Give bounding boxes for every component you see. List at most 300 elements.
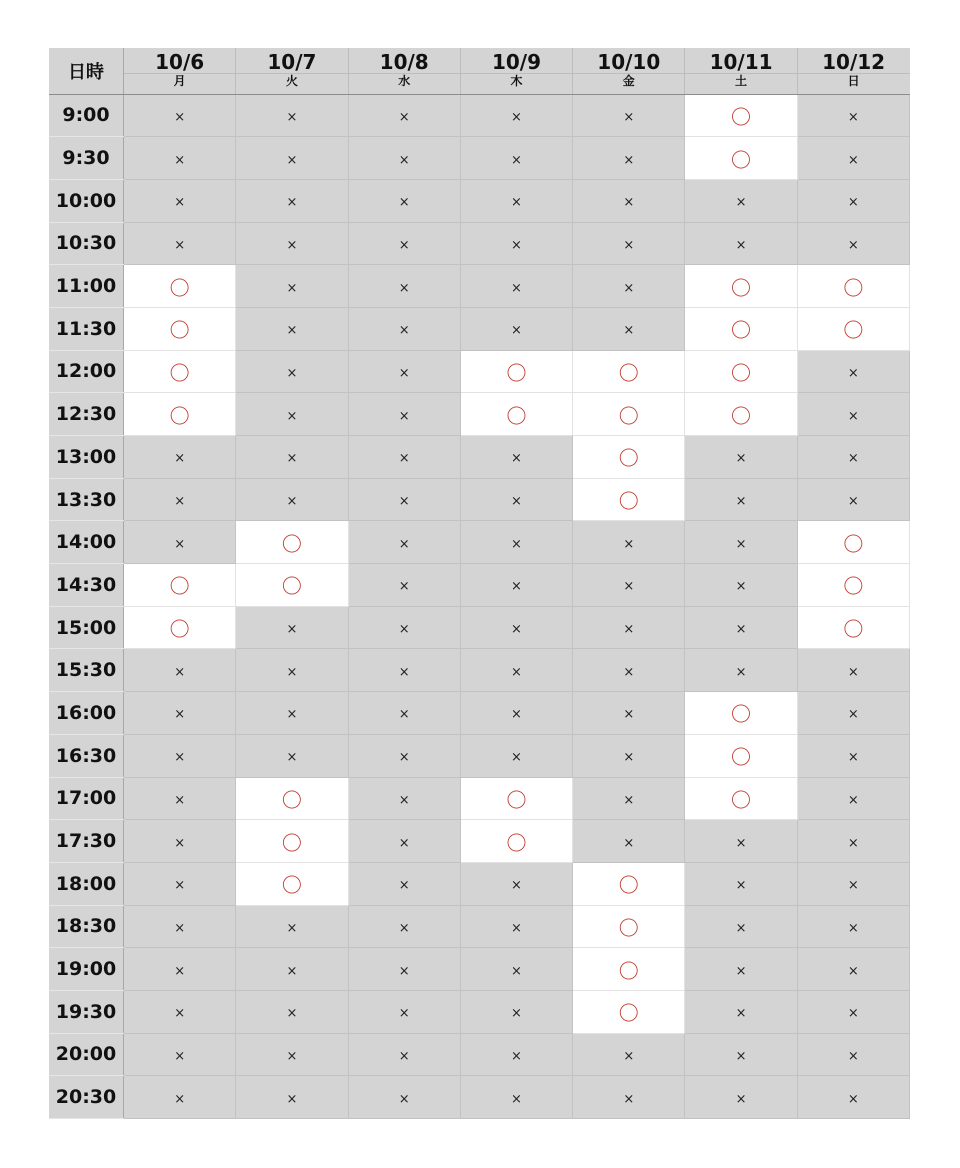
unavailable-mark: × — [286, 323, 298, 339]
unavailable-cell — [573, 179, 685, 222]
unavailable-cell — [685, 1033, 797, 1076]
unavailable-cell — [685, 564, 797, 607]
time-slot-row — [49, 137, 910, 180]
time-label: 17:30 — [49, 820, 124, 863]
time-label: 16:00 — [49, 692, 124, 735]
unavailable-cell — [124, 1076, 236, 1119]
unavailable-cell — [124, 179, 236, 222]
header-row — [49, 48, 910, 94]
unavailable-mark: × — [398, 920, 410, 936]
unavailable-mark: × — [623, 1048, 635, 1064]
unavailable-mark: × — [511, 109, 522, 125]
available-mark: 〇 — [843, 531, 864, 556]
time-label: 16:30 — [49, 734, 124, 777]
unavailable-mark: × — [511, 1048, 522, 1064]
unavailable-mark: × — [511, 237, 522, 253]
available-cell — [685, 692, 797, 735]
unavailable-mark: × — [511, 920, 522, 936]
unavailable-mark: × — [174, 237, 186, 253]
available-mark: 〇 — [169, 318, 190, 343]
time-slot-row — [49, 905, 910, 948]
unavailable-mark: × — [623, 1091, 635, 1107]
available-cell — [236, 820, 348, 863]
unavailable-mark: × — [174, 195, 186, 211]
unavailable-cell — [348, 734, 460, 777]
available-mark: 〇 — [618, 873, 639, 898]
availability-schedule-table — [49, 48, 910, 1119]
available-cell — [236, 777, 348, 820]
available-cell — [797, 521, 909, 564]
unavailable-mark: × — [174, 963, 186, 979]
available-cell — [124, 606, 236, 649]
unavailable-cell — [797, 222, 909, 265]
unavailable-mark: × — [286, 1006, 298, 1022]
unavailable-mark: × — [398, 579, 410, 595]
unavailable-cell — [124, 1033, 236, 1076]
available-mark: 〇 — [731, 104, 752, 129]
day-date: 10/6 — [155, 50, 205, 74]
available-mark: 〇 — [618, 489, 639, 514]
unavailable-cell — [460, 990, 572, 1033]
unavailable-cell — [124, 649, 236, 692]
unavailable-cell — [348, 777, 460, 820]
unavailable-mark: × — [623, 750, 635, 766]
day-header — [573, 48, 685, 94]
unavailable-cell — [460, 137, 572, 180]
available-mark: 〇 — [843, 275, 864, 300]
available-cell — [124, 307, 236, 350]
day-weekday: 月 — [173, 74, 186, 88]
unavailable-mark: × — [286, 664, 298, 680]
time-slot-row — [49, 777, 910, 820]
unavailable-mark: × — [735, 1006, 747, 1022]
unavailable-mark: × — [511, 1091, 522, 1107]
time-label: 10:00 — [49, 179, 124, 222]
unavailable-cell — [124, 777, 236, 820]
datetime-header-label: 日時 — [49, 48, 124, 94]
unavailable-mark: × — [286, 280, 298, 296]
unavailable-mark: × — [511, 622, 522, 638]
unavailable-cell — [573, 820, 685, 863]
unavailable-cell — [236, 734, 348, 777]
unavailable-mark: × — [847, 195, 859, 211]
unavailable-mark: × — [398, 109, 410, 125]
available-cell — [573, 478, 685, 521]
available-mark: 〇 — [169, 617, 190, 642]
unavailable-mark: × — [847, 237, 859, 253]
unavailable-cell — [236, 478, 348, 521]
available-cell — [460, 777, 572, 820]
time-slot-row — [49, 179, 910, 222]
available-mark: 〇 — [618, 958, 639, 983]
unavailable-mark: × — [735, 1048, 747, 1064]
available-mark: 〇 — [281, 873, 302, 898]
unavailable-cell — [236, 179, 348, 222]
unavailable-cell — [573, 734, 685, 777]
unavailable-mark: × — [511, 323, 522, 339]
unavailable-cell — [348, 862, 460, 905]
unavailable-cell — [797, 948, 909, 991]
unavailable-mark: × — [398, 237, 410, 253]
available-mark: 〇 — [843, 574, 864, 599]
unavailable-cell — [797, 179, 909, 222]
day-weekday: 木 — [510, 74, 523, 88]
time-slot-row — [49, 692, 910, 735]
time-slot-row — [49, 948, 910, 991]
time-label: 11:00 — [49, 265, 124, 308]
unavailable-mark: × — [847, 1091, 859, 1107]
available-cell — [685, 777, 797, 820]
unavailable-mark: × — [623, 237, 635, 253]
unavailable-mark: × — [511, 963, 522, 979]
unavailable-cell — [797, 820, 909, 863]
available-mark: 〇 — [506, 787, 527, 812]
unavailable-mark: × — [286, 195, 298, 211]
time-slot-row — [49, 478, 910, 521]
available-mark: 〇 — [843, 617, 864, 642]
unavailable-cell — [460, 692, 572, 735]
unavailable-cell — [348, 521, 460, 564]
time-label: 10:30 — [49, 222, 124, 265]
unavailable-cell — [460, 222, 572, 265]
unavailable-cell — [348, 905, 460, 948]
available-cell — [460, 393, 572, 436]
header-divider — [573, 73, 684, 74]
unavailable-cell — [797, 862, 909, 905]
unavailable-mark: × — [847, 707, 859, 723]
day-date: 10/8 — [379, 50, 429, 74]
unavailable-cell — [236, 137, 348, 180]
time-label: 9:30 — [49, 137, 124, 180]
available-cell — [797, 307, 909, 350]
available-mark: 〇 — [618, 360, 639, 385]
unavailable-mark: × — [623, 792, 635, 808]
available-mark: 〇 — [731, 787, 752, 812]
unavailable-mark: × — [847, 792, 859, 808]
day-weekday: 水 — [398, 74, 411, 88]
day-weekday: 金 — [622, 74, 635, 88]
unavailable-cell — [236, 436, 348, 479]
header-divider — [236, 73, 347, 74]
available-cell — [124, 564, 236, 607]
unavailable-mark: × — [735, 451, 747, 467]
unavailable-mark: × — [174, 878, 186, 894]
unavailable-cell — [124, 820, 236, 863]
unavailable-mark: × — [623, 536, 635, 552]
unavailable-mark: × — [398, 494, 410, 510]
time-label: 15:00 — [49, 606, 124, 649]
available-mark: 〇 — [506, 830, 527, 855]
unavailable-mark: × — [847, 408, 859, 424]
unavailable-mark: × — [847, 878, 859, 894]
unavailable-cell — [685, 478, 797, 521]
unavailable-mark: × — [398, 750, 410, 766]
unavailable-cell — [348, 1076, 460, 1119]
unavailable-mark: × — [174, 1006, 186, 1022]
time-label: 9:00 — [49, 94, 124, 137]
available-mark: 〇 — [731, 702, 752, 727]
unavailable-cell — [236, 350, 348, 393]
available-cell — [124, 393, 236, 436]
unavailable-cell — [797, 478, 909, 521]
unavailable-mark: × — [398, 1048, 410, 1064]
available-cell — [573, 948, 685, 991]
unavailable-mark: × — [511, 1006, 522, 1022]
unavailable-mark: × — [847, 1048, 859, 1064]
available-cell — [573, 862, 685, 905]
available-mark: 〇 — [618, 403, 639, 428]
unavailable-mark: × — [286, 152, 298, 168]
header-divider — [124, 73, 235, 74]
unavailable-mark: × — [847, 963, 859, 979]
unavailable-mark: × — [398, 195, 410, 211]
available-mark: 〇 — [506, 403, 527, 428]
unavailable-cell — [460, 905, 572, 948]
unavailable-mark: × — [847, 835, 859, 851]
unavailable-cell — [236, 692, 348, 735]
unavailable-mark: × — [847, 664, 859, 680]
available-cell — [685, 94, 797, 137]
unavailable-cell — [124, 137, 236, 180]
available-mark: 〇 — [618, 915, 639, 940]
unavailable-cell — [348, 1033, 460, 1076]
time-slot-row — [49, 222, 910, 265]
unavailable-cell — [236, 1033, 348, 1076]
unavailable-cell — [236, 222, 348, 265]
unavailable-cell — [348, 350, 460, 393]
unavailable-cell — [797, 905, 909, 948]
unavailable-cell — [348, 948, 460, 991]
available-mark: 〇 — [169, 360, 190, 385]
unavailable-mark: × — [398, 707, 410, 723]
unavailable-mark: × — [623, 109, 635, 125]
unavailable-cell — [124, 94, 236, 137]
schedule-body — [49, 94, 910, 1119]
available-mark: 〇 — [731, 147, 752, 172]
available-cell — [573, 436, 685, 479]
unavailable-cell — [685, 905, 797, 948]
available-mark: 〇 — [731, 275, 752, 300]
unavailable-cell — [685, 862, 797, 905]
unavailable-mark: × — [398, 878, 410, 894]
time-slot-row — [49, 350, 910, 393]
unavailable-cell — [460, 521, 572, 564]
time-slot-row — [49, 606, 910, 649]
header-divider — [798, 73, 910, 74]
unavailable-cell — [124, 948, 236, 991]
day-header — [685, 48, 797, 94]
unavailable-cell — [685, 606, 797, 649]
unavailable-cell — [460, 179, 572, 222]
unavailable-cell — [236, 94, 348, 137]
unavailable-mark: × — [286, 451, 298, 467]
time-label: 15:30 — [49, 649, 124, 692]
time-label: 19:30 — [49, 990, 124, 1033]
unavailable-cell — [685, 1076, 797, 1119]
unavailable-cell — [573, 564, 685, 607]
unavailable-mark: × — [174, 664, 186, 680]
unavailable-mark: × — [286, 237, 298, 253]
unavailable-cell — [124, 862, 236, 905]
unavailable-mark: × — [174, 536, 186, 552]
unavailable-cell — [573, 1076, 685, 1119]
time-label: 18:30 — [49, 905, 124, 948]
unavailable-cell — [797, 350, 909, 393]
unavailable-cell — [685, 948, 797, 991]
unavailable-cell — [797, 649, 909, 692]
available-cell — [685, 307, 797, 350]
unavailable-mark: × — [511, 280, 522, 296]
unavailable-cell — [460, 436, 572, 479]
unavailable-cell — [573, 606, 685, 649]
unavailable-cell — [348, 820, 460, 863]
unavailable-cell — [573, 692, 685, 735]
unavailable-cell — [460, 948, 572, 991]
available-mark: 〇 — [169, 403, 190, 428]
unavailable-mark: × — [623, 835, 635, 851]
day-date: 10/10 — [597, 50, 661, 74]
available-mark: 〇 — [169, 275, 190, 300]
unavailable-cell — [685, 436, 797, 479]
unavailable-cell — [573, 649, 685, 692]
available-mark: 〇 — [618, 1001, 639, 1026]
unavailable-mark: × — [735, 920, 747, 936]
time-slot-row — [49, 521, 910, 564]
unavailable-cell — [797, 1033, 909, 1076]
available-cell — [573, 990, 685, 1033]
unavailable-mark: × — [847, 152, 859, 168]
unavailable-mark: × — [286, 365, 298, 381]
unavailable-mark: × — [623, 707, 635, 723]
unavailable-mark: × — [286, 707, 298, 723]
unavailable-cell — [797, 777, 909, 820]
unavailable-cell — [685, 820, 797, 863]
unavailable-mark: × — [511, 494, 522, 510]
time-slot-row — [49, 307, 910, 350]
day-weekday: 火 — [285, 74, 298, 88]
time-slot-row — [49, 436, 910, 479]
available-cell — [685, 137, 797, 180]
available-mark: 〇 — [506, 360, 527, 385]
day-date: 10/11 — [709, 50, 773, 74]
unavailable-mark: × — [847, 365, 859, 381]
unavailable-cell — [685, 990, 797, 1033]
unavailable-mark: × — [398, 1091, 410, 1107]
available-cell — [573, 350, 685, 393]
unavailable-mark: × — [398, 451, 410, 467]
available-mark: 〇 — [169, 574, 190, 599]
unavailable-cell — [236, 265, 348, 308]
unavailable-cell — [348, 137, 460, 180]
unavailable-cell — [797, 990, 909, 1033]
unavailable-cell — [348, 564, 460, 607]
unavailable-mark: × — [286, 750, 298, 766]
time-label: 12:30 — [49, 393, 124, 436]
unavailable-mark: × — [511, 579, 522, 595]
unavailable-mark: × — [398, 963, 410, 979]
header-divider — [685, 73, 796, 74]
available-mark: 〇 — [731, 360, 752, 385]
unavailable-mark: × — [398, 792, 410, 808]
available-mark: 〇 — [281, 574, 302, 599]
unavailable-mark: × — [735, 237, 747, 253]
unavailable-cell — [348, 649, 460, 692]
time-label: 20:30 — [49, 1076, 124, 1119]
unavailable-mark: × — [398, 664, 410, 680]
unavailable-cell — [460, 606, 572, 649]
time-label: 17:00 — [49, 777, 124, 820]
unavailable-mark: × — [174, 109, 186, 125]
available-mark: 〇 — [281, 531, 302, 556]
unavailable-cell — [124, 478, 236, 521]
unavailable-mark: × — [847, 494, 859, 510]
unavailable-mark: × — [398, 622, 410, 638]
unavailable-mark: × — [511, 152, 522, 168]
time-slot-row — [49, 1076, 910, 1119]
unavailable-mark: × — [398, 365, 410, 381]
available-mark: 〇 — [843, 318, 864, 343]
unavailable-cell — [348, 606, 460, 649]
day-header — [124, 48, 236, 94]
unavailable-mark: × — [623, 152, 635, 168]
day-date: 10/12 — [822, 50, 886, 74]
available-cell — [797, 265, 909, 308]
unavailable-cell — [236, 990, 348, 1033]
unavailable-cell — [797, 734, 909, 777]
time-label: 14:30 — [49, 564, 124, 607]
unavailable-cell — [348, 692, 460, 735]
available-cell — [236, 564, 348, 607]
unavailable-mark: × — [398, 323, 410, 339]
available-cell — [124, 350, 236, 393]
unavailable-mark: × — [623, 579, 635, 595]
unavailable-cell — [124, 222, 236, 265]
unavailable-cell — [348, 265, 460, 308]
unavailable-mark: × — [398, 408, 410, 424]
unavailable-mark: × — [174, 1048, 186, 1064]
unavailable-mark: × — [735, 835, 747, 851]
available-mark: 〇 — [281, 830, 302, 855]
unavailable-cell — [460, 265, 572, 308]
unavailable-cell — [573, 222, 685, 265]
unavailable-mark: × — [174, 152, 186, 168]
day-date: 10/7 — [267, 50, 317, 74]
unavailable-cell — [348, 478, 460, 521]
unavailable-mark: × — [174, 1091, 186, 1107]
unavailable-cell — [460, 564, 572, 607]
unavailable-cell — [573, 1033, 685, 1076]
available-cell — [685, 265, 797, 308]
unavailable-cell — [348, 990, 460, 1033]
unavailable-cell — [460, 649, 572, 692]
unavailable-cell — [573, 137, 685, 180]
time-label: 11:30 — [49, 307, 124, 350]
available-mark: 〇 — [731, 745, 752, 770]
time-slot-row — [49, 734, 910, 777]
unavailable-mark: × — [847, 750, 859, 766]
available-cell — [460, 820, 572, 863]
available-cell — [573, 393, 685, 436]
unavailable-mark: × — [735, 195, 747, 211]
unavailable-cell — [460, 478, 572, 521]
unavailable-mark: × — [286, 1091, 298, 1107]
unavailable-mark: × — [174, 707, 186, 723]
unavailable-cell — [124, 521, 236, 564]
unavailable-cell — [460, 734, 572, 777]
time-label: 18:00 — [49, 862, 124, 905]
unavailable-mark: × — [511, 878, 522, 894]
time-label: 19:00 — [49, 948, 124, 991]
